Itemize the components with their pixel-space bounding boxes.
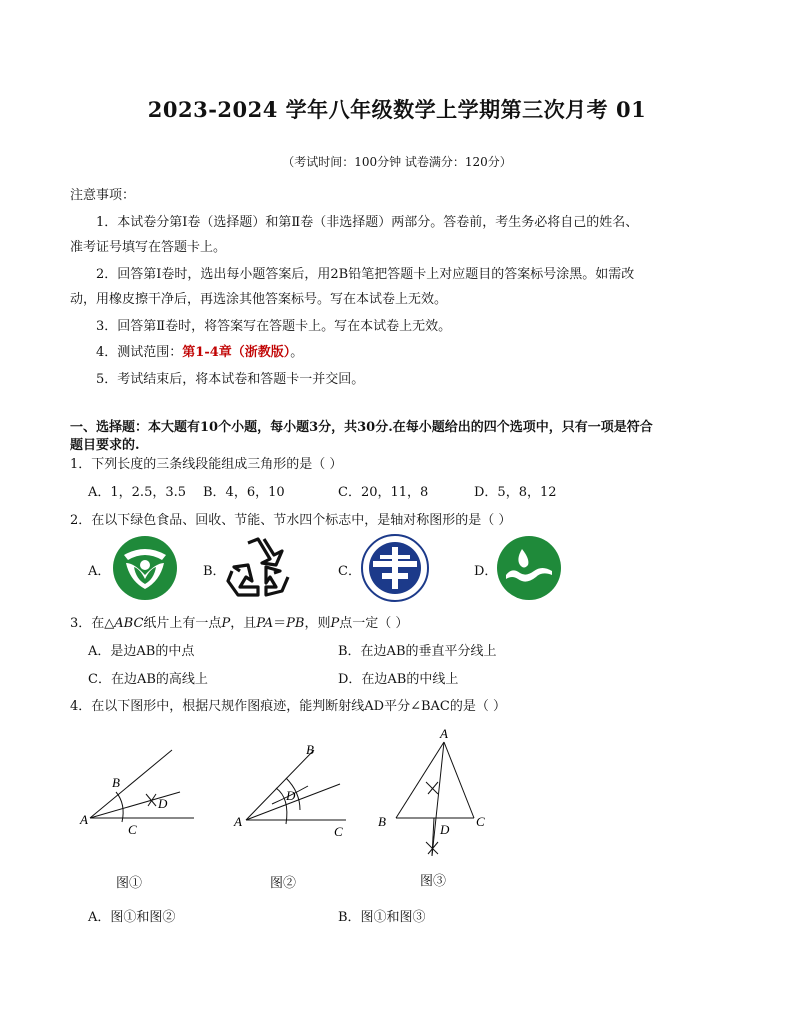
fig3-label-c: C <box>476 814 485 829</box>
green-food-logo-icon <box>112 535 178 601</box>
notice-item-4 <box>96 341 303 360</box>
q3-stem-part-5: ，则 <box>304 616 331 631</box>
q3-stem-part-6: 点一定（ ） <box>339 616 409 631</box>
q1-option-c: C．20，11，8 <box>338 485 429 500</box>
notice-item-2a: 2．回答第Ⅰ卷时，选出每小题答案后，用2B铅笔把答题卡上对应题目的答案标号涂黑。如需改 <box>96 267 635 282</box>
test-range: 第1-4章（浙教版） <box>182 345 291 360</box>
q4-option-b: B．图①和图③ <box>338 910 426 925</box>
recycle-logo-icon <box>226 537 292 599</box>
q3-stem-part-4: ＝ <box>273 616 287 631</box>
figure-3-caption: 图③ <box>420 874 447 889</box>
fig2-label-b: B <box>306 742 314 757</box>
notice-item-3: 3．回答第Ⅱ卷时，将答案写在答题卡上。写在本试卷上无效。 <box>96 319 452 334</box>
q3-stem-part-2: 纸片上有一点 <box>143 616 222 631</box>
q4-stem: 4．在以下图形中，根据尺规作图痕迹，能判断射线AD平分∠BAC的是（ ） <box>70 699 506 714</box>
q2-option-b-label: B． <box>203 564 226 579</box>
figure-3-diagram <box>372 724 492 864</box>
q2-option-a-label: A． <box>88 564 111 579</box>
q3-option-a: A．是边AB的中点 <box>88 644 195 659</box>
fig2-label-d: D <box>286 788 296 803</box>
q3-point-p2: P <box>330 616 340 631</box>
q3-pb: PB <box>286 616 305 631</box>
q1-option-a: A．1，2.5，3.5 <box>88 485 187 500</box>
notice-item-4-suffix: 。 <box>290 345 304 360</box>
q1-option-b: B．4，6，10 <box>203 485 285 500</box>
q3-stem-part-3: ，且 <box>230 616 257 631</box>
energy-saving-logo-icon <box>360 533 430 603</box>
notice-item-4-prefix: 4．测试范围： <box>96 345 183 360</box>
figure-2-caption: 图② <box>270 876 297 891</box>
notice-item-2b: 动，用橡皮擦干净后，再选涂其他答案标号。写在本试卷上无效。 <box>70 292 448 307</box>
fig2-label-c: C <box>334 824 343 839</box>
q4-option-a: A．图①和图② <box>88 910 176 925</box>
q1-option-d: D．5，8，12 <box>474 485 557 500</box>
fig2-label-a: A <box>234 814 242 829</box>
q2-option-c-label: C． <box>338 564 361 579</box>
q3-option-c: C．在边AB的高线上 <box>88 672 208 687</box>
page-title: 2023-2024 学年八年级数学上学期第三次月考 01 <box>147 97 647 122</box>
fig1-label-d: D <box>158 796 168 811</box>
q3-triangle-abc: ABC <box>114 616 144 631</box>
q2-option-d-label: D． <box>474 564 498 579</box>
figure-1-diagram <box>72 740 202 845</box>
q3-pa: PA <box>256 616 274 631</box>
figure-2-diagram <box>228 738 358 846</box>
notice-item-5: 5．考试结束后，将本试卷和答题卡一并交回。 <box>96 372 365 387</box>
q3-option-d: D．在边AB的中线上 <box>338 672 459 687</box>
fig3-label-d: D <box>440 822 450 837</box>
notice-item-1a: 1．本试卷分第Ⅰ卷（选择题）和第Ⅱ卷（非选择题）两部分。答卷前，考生务必将自己的姓名、 <box>96 215 639 230</box>
q2-stem: 2．在以下绿色食品、回收、节能、节水四个标志中，是轴对称图形的是（ ） <box>70 513 512 528</box>
fig1-label-a: A <box>80 812 88 827</box>
exam-info: （考试时间：100分钟 试卷满分：120分） <box>282 155 512 169</box>
q3-point-p: P <box>221 616 231 631</box>
section-heading-a: 一、选择题：本大题有10个小题，每小题3分，共30分.在每小题给出的四个选项中，只有一项是符合 <box>70 420 653 435</box>
fig3-label-b: B <box>378 814 386 829</box>
fig1-label-b: B <box>112 775 120 790</box>
q3-stem <box>70 612 408 631</box>
q1-stem: 1．下列长度的三条线段能组成三角形的是（ ） <box>70 457 343 472</box>
fig3-label-a: A <box>440 726 448 741</box>
fig1-label-c: C <box>128 822 137 837</box>
q3-option-b: B．在边AB的垂直平分线上 <box>338 644 497 659</box>
notice-heading: 注意事项： <box>70 188 136 203</box>
q3-stem-part-1: 3．在△ <box>70 616 115 631</box>
figure-1-caption: 图① <box>116 876 143 891</box>
section-heading-b: 题目要求的. <box>70 438 140 453</box>
notice-item-1b: 准考证号填写在答题卡上。 <box>70 240 227 255</box>
water-saving-logo-icon <box>496 535 562 601</box>
